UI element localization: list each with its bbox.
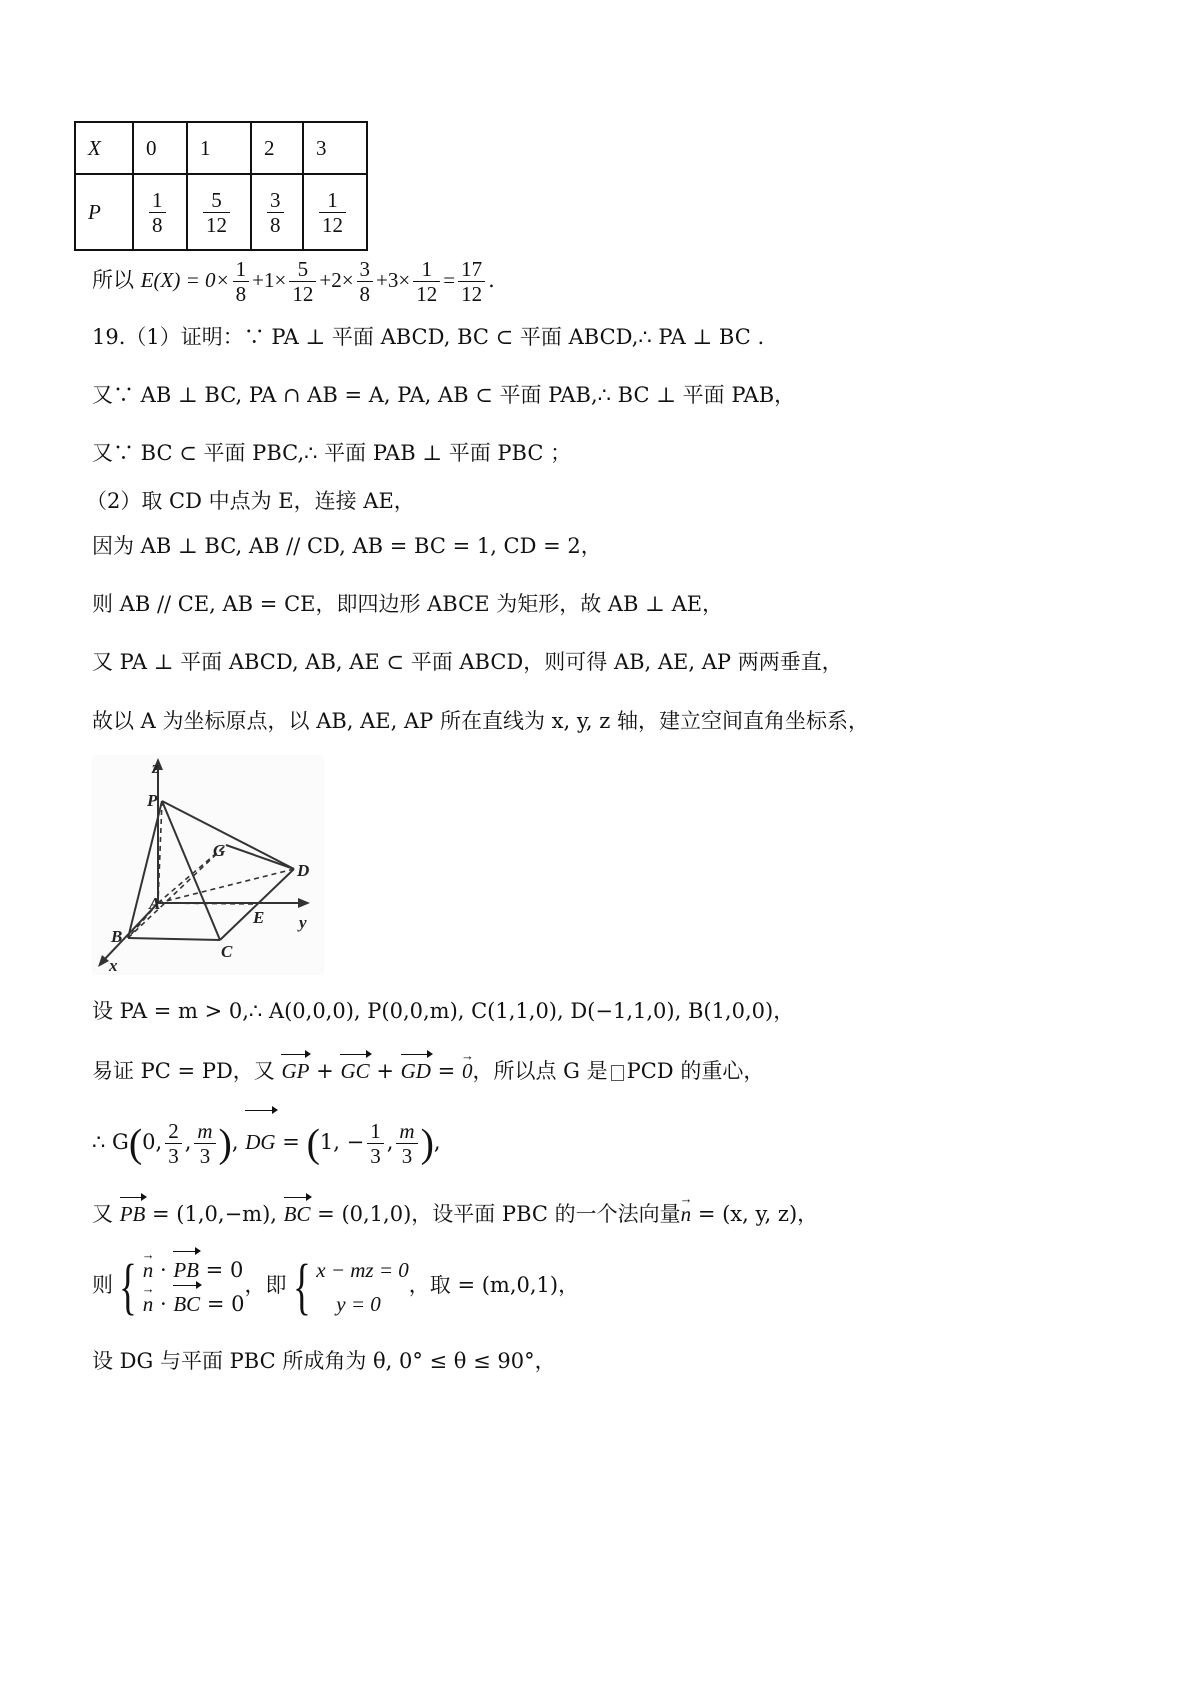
label-B: B xyxy=(111,927,123,946)
table-row-x xyxy=(75,122,367,174)
x-value: 3 xyxy=(303,122,367,174)
table-row-p xyxy=(75,174,367,250)
coords-line: 设 PA = m > 0,∴ A(0,0,0), P(0,0,m), C(1,1,0), D(−1,1,0), B(1,0,0)， xyxy=(92,999,795,1023)
pyramid-figure xyxy=(92,755,324,975)
part2-line-1: （2）取 CD 中点为 E，连接 AE， xyxy=(86,489,415,513)
x-value: 2 xyxy=(251,122,303,174)
label-D: D xyxy=(297,861,310,880)
label-z: z xyxy=(152,758,159,777)
system-line: 则{ → n · PB = 0 → n · BC = 0 ，即{ x − mz = 0 y = 0 ，取 = (m,0,1)， xyxy=(92,1250,579,1321)
p-value: $\frac{5}{12}$ xyxy=(187,174,251,250)
normal-vector-line: 又 PB = (1,0,−m), BC = (0,1,0)，设平面 PBC 的一个法向量→ n = (x, y, z)， xyxy=(92,1199,818,1229)
part2-line-2: 因为 AB ⊥ BC, AB // CD, AB = BC = 1, CD = 2， xyxy=(92,534,602,558)
p-value: $\frac{1}{12}$ xyxy=(303,174,367,250)
part2-line-3: 则 AB // CE, AB = CE，即四边形 ABCE 为矩形，故 AB ⊥ AE， xyxy=(92,592,724,616)
label-G: G xyxy=(213,841,226,860)
expectation-line: 所以 E(X) = 0× $\frac{1}{8}$ +1× $\frac{5}{12}$ +2× $\frac{3}{8}$ +3× $\frac{1}{12}$ = $\frac{17}{12}$ . xyxy=(92,257,495,306)
distribution-table xyxy=(74,121,368,251)
label-x: x xyxy=(109,956,118,975)
x-label: X xyxy=(75,122,133,174)
label-A: A xyxy=(149,894,161,913)
p-label: P xyxy=(75,174,133,250)
label-E: E xyxy=(253,908,265,927)
angle-line: 设 DG 与平面 PBC 所成角为 θ, 0° ≤ θ ≤ 90°， xyxy=(92,1349,556,1373)
x-value: 0 xyxy=(133,122,187,174)
label-y: y xyxy=(299,913,307,932)
label-C: C xyxy=(221,942,233,961)
part2-line-4: 又 PA ⊥ 平面 ABCD, AB, AE ⊂ 平面 ABCD，则可得 AB, AE, AP 两两垂直， xyxy=(92,650,843,674)
x-value: 1 xyxy=(187,122,251,174)
proof-line-3: 又∵ BC ⊂ 平面 PBC,∴ 平面 PAB ⊥ 平面 PBC ； xyxy=(92,441,572,465)
centroid-line: 易证 PC = PD，又 GP + GC + GD = → 0，所以点 G 是 PCD 的重心， xyxy=(92,1056,764,1086)
part2-line-5: 故以 A 为坐标原点，以 AB, AE, AP 所在直线为 x, y, z 轴，建立空间直角坐标系， xyxy=(92,709,869,733)
missing-glyph-box xyxy=(611,1065,624,1081)
p-value: $\frac{3}{8}$ xyxy=(251,174,303,250)
p-value: $\frac{1}{8}$ xyxy=(133,174,187,250)
proof-line-1: 19.（1）证明：∵ PA ⊥ 平面 ABCD, BC ⊂ 平面 ABCD,∴ PA ⊥ BC . xyxy=(92,325,765,349)
label-P: P xyxy=(147,791,158,810)
proof-line-2: 又∵ AB ⊥ BC, PA ∩ AB = A, PA, AB ⊂ 平面 PAB,∴ BC ⊥ 平面 PAB， xyxy=(92,383,796,407)
figure-background xyxy=(92,755,324,975)
g-coords-line: ∴ G(0, $\frac{2}{3}$ , $\frac{m}{3}$ ), DG = (1, − $\frac{1}{3}$ , $\frac{m}{3}$ ), xyxy=(92,1112,441,1174)
